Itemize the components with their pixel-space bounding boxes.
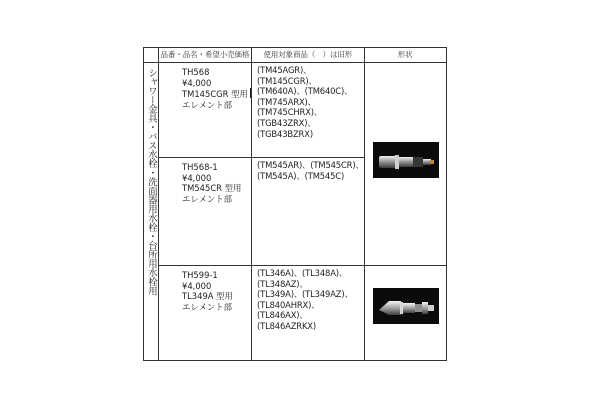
- product-price: ¥4,000: [182, 172, 212, 183]
- model-entry: (TL846AZRKX): [257, 320, 317, 331]
- model-entry: (TGB43ZRX)、: [257, 117, 316, 128]
- product-fit: TM545CR 型用: [182, 183, 242, 194]
- category-cell: [144, 63, 159, 361]
- model-entry: (TL349A)、(TL349AZ)、: [257, 289, 353, 300]
- table-row: [144, 266, 447, 361]
- model-entry: (TM45AGR)、: [257, 65, 312, 75]
- product-info: [159, 266, 252, 361]
- model-entry: (TM145CGR)、: [257, 75, 317, 86]
- model-entry: (TM745ARX)、: [257, 96, 316, 107]
- product-price: ¥4,000: [182, 280, 212, 291]
- product-price: ¥4,000: [182, 77, 212, 88]
- model-entry: (TL346A)、(TL348A)、: [257, 268, 348, 278]
- model-entry: (TM545AR)、(TM545CR)、: [257, 160, 364, 170]
- product-code: TH568: [182, 67, 210, 77]
- model-entry: (TM745CHRX)、: [257, 107, 323, 118]
- model-entry: (TL840AHRX)、: [257, 299, 320, 310]
- header-shape: 形状: [364, 48, 446, 63]
- product-type: エレメント部: [182, 193, 232, 204]
- models-list: [252, 158, 365, 266]
- product-info: [159, 63, 252, 158]
- model-entry: (TM545A)、(TM545C): [257, 170, 345, 181]
- product-type: エレメント部: [182, 99, 232, 110]
- product-info: [159, 158, 252, 266]
- shape-cell: [364, 63, 446, 266]
- text-cursor: [250, 88, 251, 98]
- product-code: TH568-1: [182, 162, 218, 172]
- table-header-row: [144, 48, 447, 63]
- model-entry: (TM640A)、(TM640C)、: [257, 86, 353, 97]
- shower-valve-element-photo: [373, 142, 439, 178]
- shape-cell: [364, 266, 446, 361]
- product-fit-wrap: [182, 88, 251, 100]
- product-fit: TM145CGR 型用: [182, 89, 248, 100]
- models-list: [252, 266, 365, 361]
- faucet-valve-element-photo: [373, 288, 439, 324]
- header-product: 品番・品名・希望小売価格: [159, 48, 252, 63]
- category-label: シャワー金具・バス水栓・洗面器用水栓・台所用水栓用: [146, 68, 157, 296]
- model-entry: (TL348AZ)、: [257, 278, 308, 289]
- header-models: 使用対象商品（ ）は旧形: [252, 48, 365, 63]
- product-type: エレメント部: [182, 301, 232, 312]
- table-row: [144, 63, 447, 158]
- model-entry: (TL846AX)、: [257, 310, 308, 321]
- product-table: [143, 47, 447, 361]
- models-list: [252, 63, 365, 158]
- product-code: TH599-1: [182, 270, 218, 280]
- product-fit: TL349A 型用: [182, 291, 233, 302]
- header-blank-cell: [144, 48, 159, 63]
- model-entry: (TGB43BZRX): [257, 128, 313, 139]
